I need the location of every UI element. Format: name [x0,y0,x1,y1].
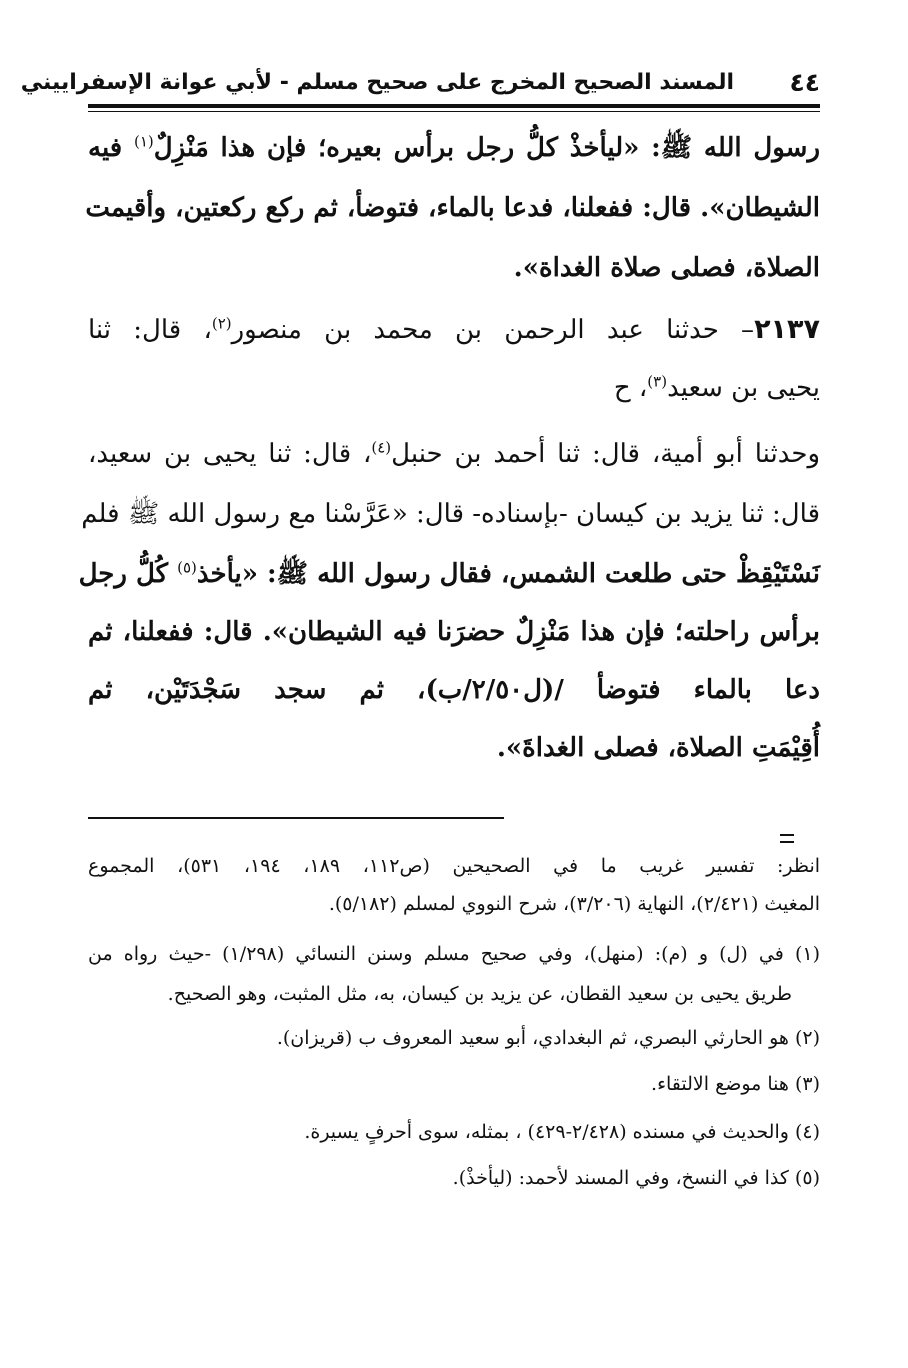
hadith-number: ٢١٣٧ [754,314,820,345]
text-line: الشيطان». قال: ففعلنا، فدعا بالماء، فتوضأ، ثم ركع ركعتين، وأقيمت [85,193,820,223]
footnote-line: انظر: تفسير غريب ما في الصحيحين (ص١١٢، ١٨٩، ١٩٤، ٥٣١)، المجموع [88,855,821,877]
footnote-ref: (٢) [211,314,232,333]
running-title: المسند الصحيح المخرج على صحيح مسلم - لأبي عوانة الإسفراييني [20,70,734,95]
hadith-start-line: ٢١٣٧– حدثنا عبد الرحمن بن محمد بن منصور$^{(٢)}$، قال: ثنا [88,314,820,345]
text-line: برأس راحلته؛ فإن هذا مَنْزِلٌ حضرَنا فيه الشيطان». قال: ففعلنا، ثم [88,617,820,647]
footnote-5: (٥) كذا في النسخ، وفي المسند لأحمد: (ليأخذْ). [452,1167,820,1189]
footnote-1: (١) في (ل) و (م): (منهل)، وفي صحيح مسلم وسنن النسائي (١/٢٩٨) -حيث رواه من [88,943,820,965]
text-line: أُقِيْمَتِ الصلاة، فصلى الغداةَ». [496,733,820,763]
continuation-mark [780,834,794,843]
footnote-separator [88,817,504,819]
text-line: دعا بالماء فتوضأ /(ل٢/٥٠/ب)، ثم سجد سَجْدَتَيْن، ثم [88,675,820,705]
footnote-ref: (٥) [177,558,197,577]
text-line: نَسْتَيْقِظْ حتى طلعت الشمس، فقال رسول الله ﷺ: «يأخذ$^{(٥)}$ كُلُّ رجل [78,558,820,589]
footnote-ref: (٣) [647,372,668,391]
footnote-line: طريق يحيى بن سعيد القطان، عن يزيد بن كيسان، به، مثل المثبت، وهو الصحيح. [167,983,792,1005]
page-number: ٤٤ [789,68,820,97]
text-line: رسول الله ﷺ: «ليأخذْ كلُّ رجل برأس بعيره؛ فإن هذا مَنْزِلٌ$^{(١)}$ فيه [88,132,821,163]
text-line: يحيى بن سعيد$^{(٣)}$، ح [613,372,820,403]
page-header [20,66,820,100]
text-line: الصلاة، فصلى صلاة الغداة». [513,253,820,283]
footnote-3: (٣) هنا موضع الالتقاء. [651,1073,820,1095]
footnote-2: (٢) هو الحارثي البصري، ثم البغدادي، أبو سعيد المعروف ب (قريزان). [276,1027,820,1049]
footnote-ref: (١) [133,132,154,151]
footnote-ref: (٤) [371,438,392,457]
header-rule-thin [88,111,820,112]
header-rule [88,104,820,108]
footnote-line: المغيث (٢/٤٢١)، النهاية (٣/٢٠٦)، شرح النووي لمسلم (٥/١٨٢). [328,893,820,915]
text-line: وحدثنا أبو أمية، قال: ثنا أحمد بن حنبل$^{(٤)}$، قال: ثنا يحيى بن سعيد، [88,438,820,469]
text-line: قال: ثنا يزيد بن كيسان -بإسناده- قال: «عَرَّسْنا مع رسول الله ﷺ فلم [81,499,820,529]
footnote-4: (٤) والحديث في مسنده (٢/٤٢٨-٤٢٩) ، بمثله، سوى أحرفٍ يسيرة. [304,1121,820,1143]
